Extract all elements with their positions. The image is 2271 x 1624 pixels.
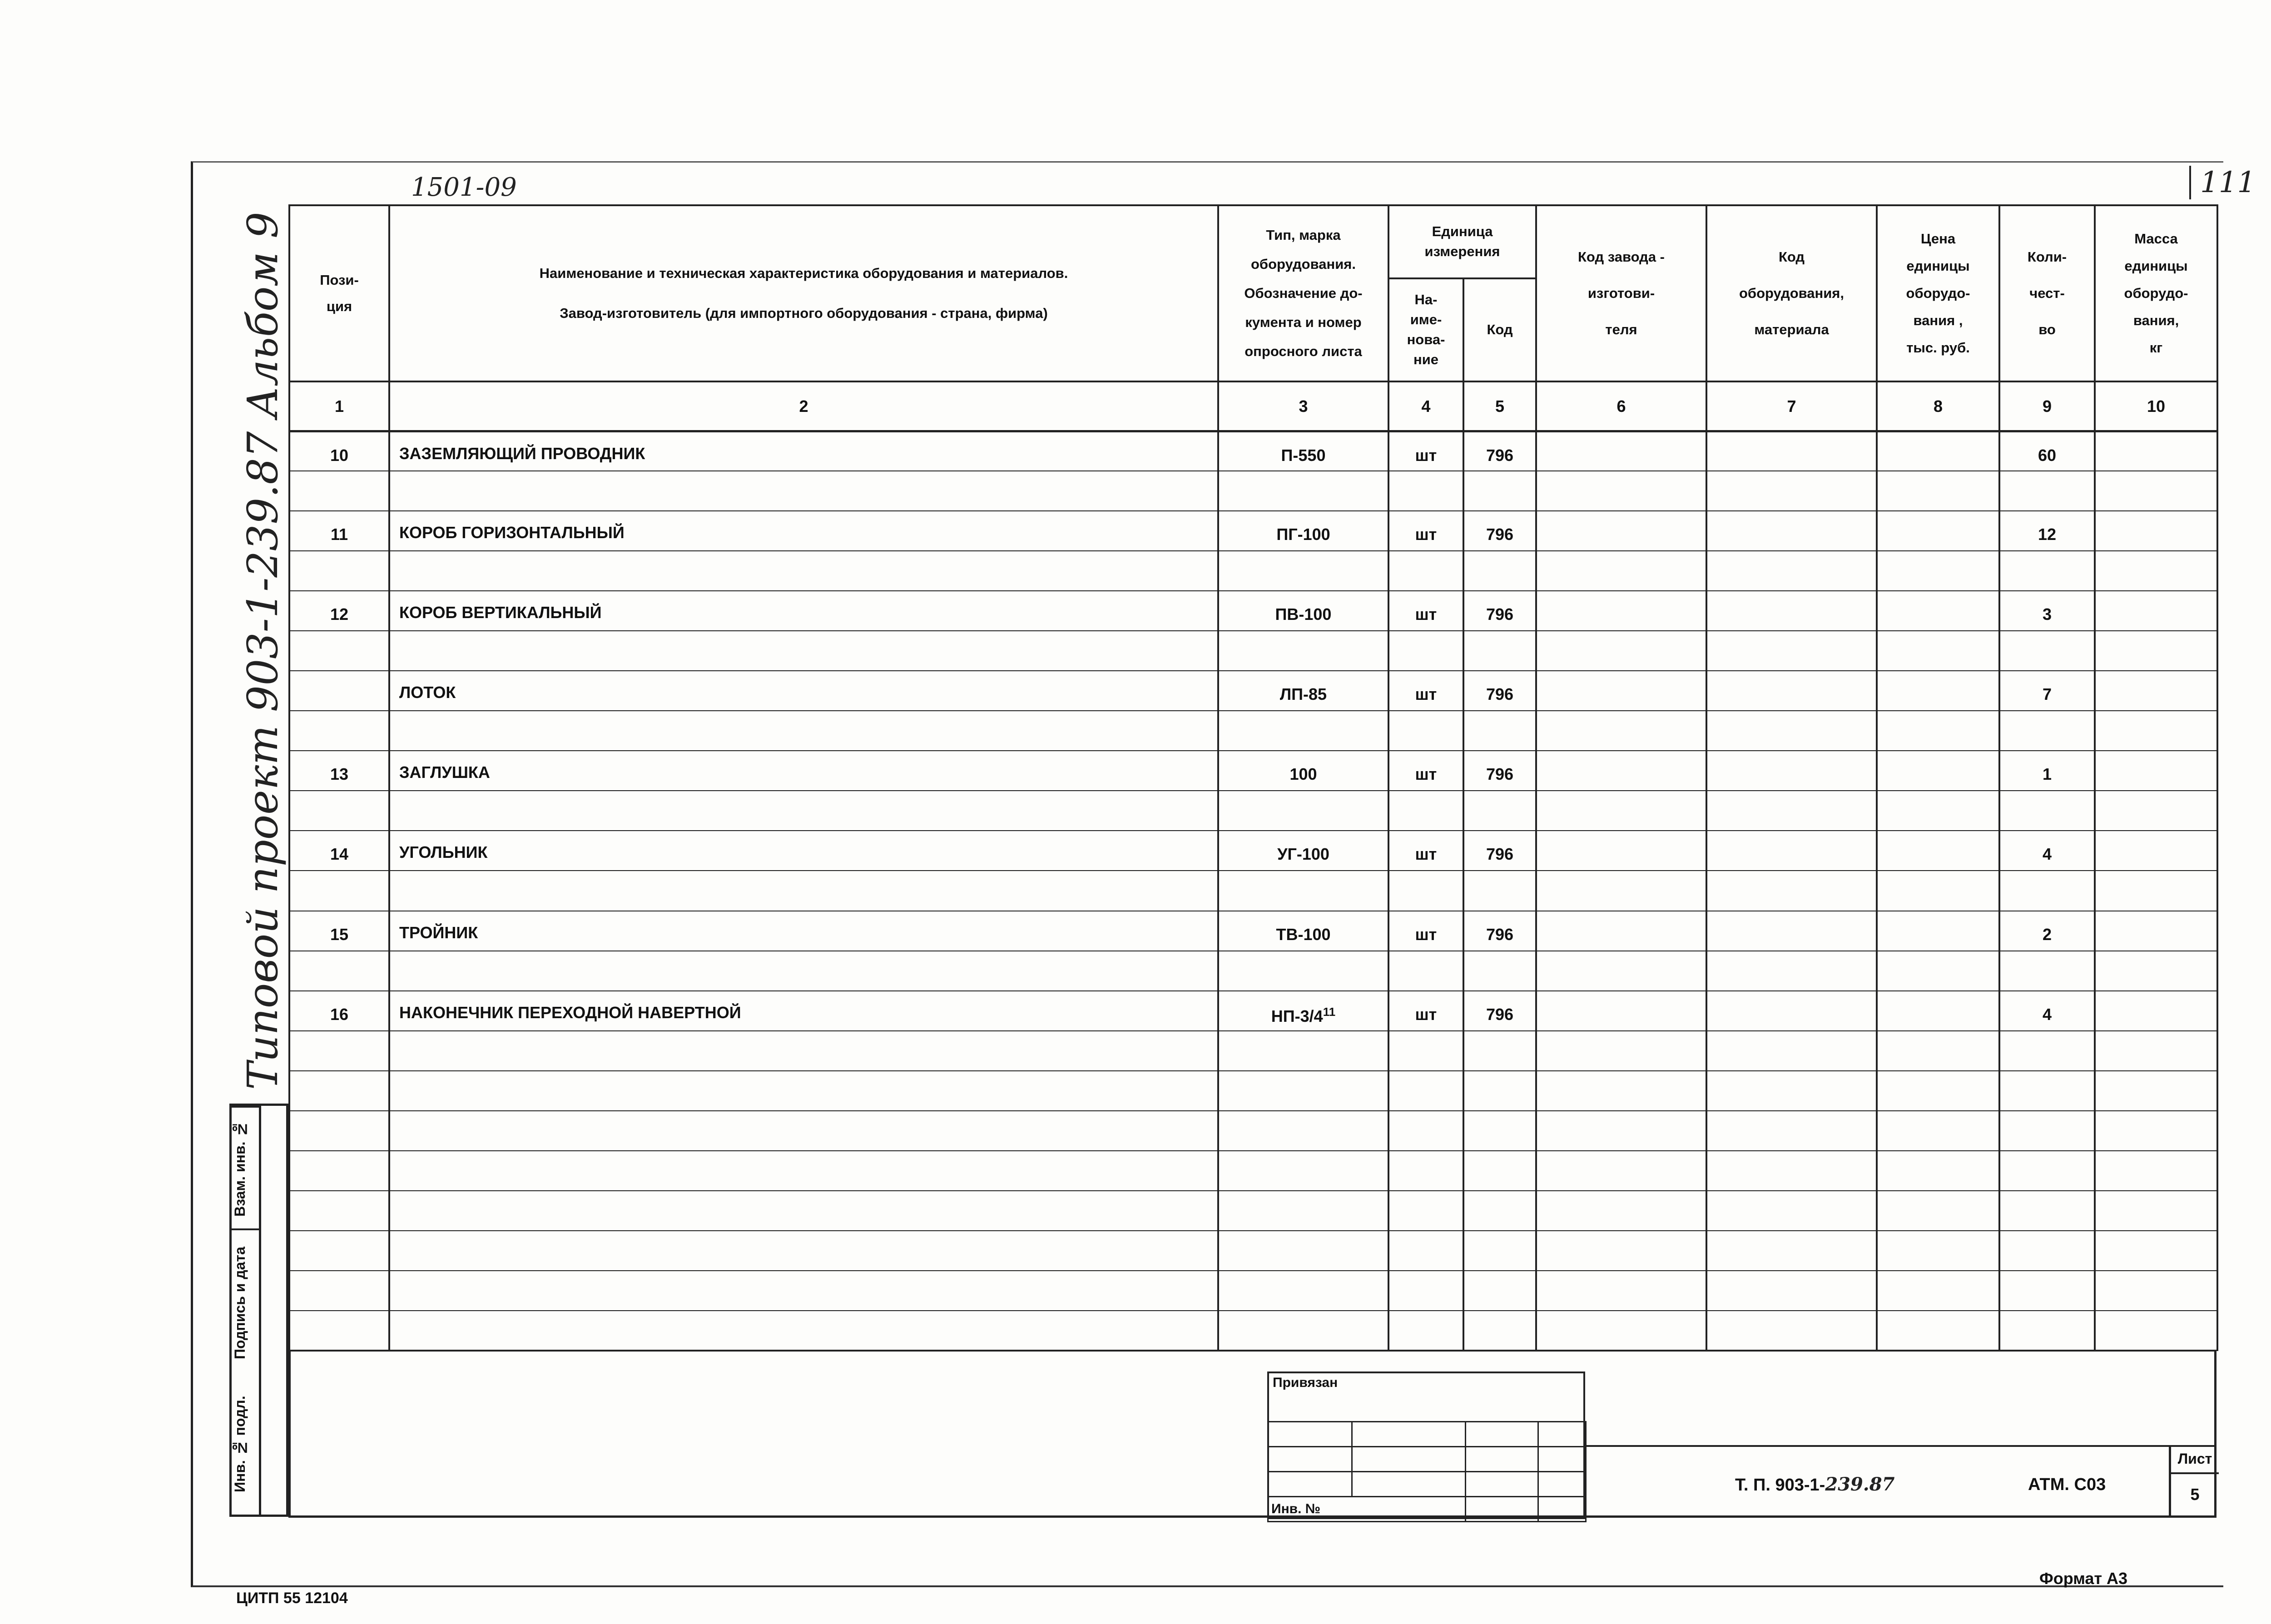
row-position bbox=[289, 671, 389, 711]
row-type: ПВ-100 bbox=[1218, 591, 1388, 631]
column-number: 2 bbox=[389, 381, 1218, 431]
row-position: 16 bbox=[289, 991, 389, 1031]
table-row bbox=[289, 831, 2217, 871]
row-empty bbox=[2095, 831, 2217, 871]
header-equipment-code: Код оборудования, материала bbox=[1706, 205, 1877, 381]
binding-stamp-label: Привязан bbox=[1273, 1375, 1338, 1390]
row-empty bbox=[1536, 911, 1706, 951]
row-type: ЛП-85 bbox=[1218, 671, 1388, 711]
row-empty bbox=[1536, 431, 1706, 471]
row-empty bbox=[1536, 831, 1706, 871]
row-empty bbox=[1536, 591, 1706, 631]
table-row bbox=[289, 991, 2217, 1031]
header-name-line1: Наименование и техническая характеристика оборудования и материалов. bbox=[539, 265, 1068, 282]
row-empty bbox=[1877, 751, 1999, 791]
table-row bbox=[289, 751, 2217, 791]
handwritten-page-number: 111 bbox=[2189, 166, 2256, 199]
table-row-gap bbox=[289, 1111, 2217, 1151]
column-number: 3 bbox=[1218, 381, 1388, 431]
table-row-gap bbox=[289, 1151, 2217, 1191]
row-name: ТРОЙНИК bbox=[389, 911, 1218, 951]
table-row bbox=[289, 911, 2217, 951]
row-quantity: 4 bbox=[1999, 991, 2095, 1031]
column-number: 8 bbox=[1877, 381, 1999, 431]
row-unit: шт bbox=[1388, 831, 1463, 871]
side-label-vzam: Взам. инв. № bbox=[232, 1106, 259, 1230]
header-mass: Масса единицы оборудо- вания, кг bbox=[2095, 205, 2217, 381]
header-quantity: Коли- чест- во bbox=[1999, 205, 2095, 381]
row-empty bbox=[1536, 751, 1706, 791]
specification-table bbox=[288, 204, 2218, 1351]
sheet-number: 5 bbox=[2190, 1485, 2200, 1504]
column-number: 7 bbox=[1706, 381, 1877, 431]
row-empty bbox=[1536, 991, 1706, 1031]
row-position: 13 bbox=[289, 751, 389, 791]
title-block-line bbox=[1585, 1445, 2216, 1447]
row-position: 12 bbox=[289, 591, 389, 631]
row-code: 796 bbox=[1463, 671, 1536, 711]
document-mark: АТМ. С03 bbox=[2028, 1475, 2106, 1494]
table-row-gap bbox=[289, 791, 2217, 831]
side-strip-divider bbox=[259, 1106, 261, 1515]
row-empty bbox=[1536, 671, 1706, 711]
row-name: ЗАЗЕМЛЯЮЩИЙ ПРОВОДНИК bbox=[389, 431, 1218, 471]
row-empty bbox=[1706, 591, 1877, 631]
row-unit: шт bbox=[1388, 511, 1463, 551]
side-label-podpis: Подпись и дата bbox=[232, 1228, 259, 1376]
row-quantity: 2 bbox=[1999, 911, 2095, 951]
row-empty bbox=[1877, 671, 1999, 711]
binding-stamp bbox=[1267, 1371, 1585, 1519]
row-quantity: 60 bbox=[1999, 431, 2095, 471]
row-name: КОРОБ ГОРИЗОНТАЛЬНЫЙ bbox=[389, 511, 1218, 551]
table-row-gap bbox=[289, 1231, 2217, 1271]
document-code-prefix: Т. П. 903-1- bbox=[1735, 1475, 1825, 1495]
binding-stamp-grid bbox=[1267, 1421, 1587, 1522]
header-type: Тип, марка оборудования. Обозначение до- кумента и номер опросного листа bbox=[1218, 205, 1388, 381]
column-number: 9 bbox=[1999, 381, 2095, 431]
row-name: ЗАГЛУШКА bbox=[389, 751, 1218, 791]
row-type: П-550 bbox=[1218, 431, 1388, 471]
row-quantity: 12 bbox=[1999, 511, 2095, 551]
column-number: 4 bbox=[1388, 381, 1463, 431]
header-row bbox=[289, 205, 2217, 278]
row-code: 796 bbox=[1463, 431, 1536, 471]
row-code: 796 bbox=[1463, 591, 1536, 631]
row-name: ЛОТОК bbox=[389, 671, 1218, 711]
table-row-gap bbox=[289, 471, 2217, 511]
table-row-gap bbox=[289, 871, 2217, 911]
row-unit: шт bbox=[1388, 991, 1463, 1031]
row-name: НАКОНЕЧНИК ПЕРЕХОДНОЙ НАВЕРТНОЙ bbox=[389, 991, 1218, 1031]
row-position: 14 bbox=[289, 831, 389, 871]
document-code bbox=[1735, 1474, 1894, 1495]
row-quantity: 3 bbox=[1999, 591, 2095, 631]
row-unit: шт bbox=[1388, 751, 1463, 791]
row-type-superscript: 11 bbox=[1323, 1005, 1336, 1019]
column-number: 5 bbox=[1463, 381, 1536, 431]
table-row bbox=[289, 591, 2217, 631]
table-row-gap bbox=[289, 1271, 2217, 1311]
header-name bbox=[389, 205, 1218, 381]
row-empty bbox=[2095, 511, 2217, 551]
header-position: Пози- ция bbox=[289, 205, 389, 381]
row-name: УГОЛЬНИК bbox=[389, 831, 1218, 871]
table-row-gap bbox=[289, 1071, 2217, 1111]
table-row-gap bbox=[289, 1191, 2217, 1231]
sheet-box bbox=[2169, 1445, 2219, 1518]
table-row-gap bbox=[289, 551, 2217, 591]
row-quantity: 1 bbox=[1999, 751, 2095, 791]
row-empty bbox=[1877, 511, 1999, 551]
document-code-handwritten: 239.87 bbox=[1825, 1474, 1895, 1495]
row-code: 796 bbox=[1463, 751, 1536, 791]
row-empty bbox=[2095, 431, 2217, 471]
row-empty bbox=[1706, 831, 1877, 871]
row-position: 10 bbox=[289, 431, 389, 471]
row-quantity: 7 bbox=[1999, 671, 2095, 711]
table-row-gap bbox=[289, 951, 2217, 991]
row-unit: шт bbox=[1388, 431, 1463, 471]
row-type: УГ-100 bbox=[1218, 831, 1388, 871]
table-row-gap bbox=[289, 1311, 2217, 1351]
row-empty bbox=[1706, 911, 1877, 951]
row-position: 11 bbox=[289, 511, 389, 551]
row-quantity: 4 bbox=[1999, 831, 2095, 871]
row-empty bbox=[1877, 991, 1999, 1031]
row-position: 15 bbox=[289, 911, 389, 951]
column-number-row bbox=[289, 381, 2217, 431]
row-unit: шт bbox=[1388, 911, 1463, 951]
row-type bbox=[1218, 991, 1388, 1031]
row-empty bbox=[1536, 511, 1706, 551]
column-number: 10 bbox=[2095, 381, 2217, 431]
row-unit: шт bbox=[1388, 671, 1463, 711]
row-empty bbox=[1706, 751, 1877, 791]
row-empty bbox=[1706, 991, 1877, 1031]
table-row-gap bbox=[289, 1031, 2217, 1071]
side-label-strip bbox=[229, 1104, 288, 1517]
row-empty bbox=[1877, 911, 1999, 951]
table-row-gap bbox=[289, 711, 2217, 751]
row-empty bbox=[1877, 591, 1999, 631]
row-empty bbox=[1877, 831, 1999, 871]
row-type: ТВ-100 bbox=[1218, 911, 1388, 951]
column-number: 6 bbox=[1536, 381, 1706, 431]
row-type-value: НП-3/4 bbox=[1271, 1006, 1323, 1025]
row-unit: шт bbox=[1388, 591, 1463, 631]
row-code: 796 bbox=[1463, 831, 1536, 871]
header-name-line2: Завод-изготовитель (для импортного оборудования - страна, фирма) bbox=[560, 305, 1048, 322]
binding-stamp-inv-label: Инв. № bbox=[1268, 1497, 1466, 1522]
row-code: 796 bbox=[1463, 911, 1536, 951]
header-unit-code: Код bbox=[1463, 278, 1536, 382]
row-empty bbox=[2095, 591, 2217, 631]
handwritten-side-title: Типовой проект 903-1-239.87 Альбом 9 bbox=[238, 212, 287, 1090]
header-unit-group: Единица измерения bbox=[1388, 205, 1536, 278]
side-label-inv-podl: Инв. № подл. bbox=[232, 1396, 248, 1493]
row-empty bbox=[1877, 431, 1999, 471]
footer-format: Формат А3 bbox=[2039, 1569, 2128, 1588]
row-type: 100 bbox=[1218, 751, 1388, 791]
title-block bbox=[288, 1350, 2216, 1518]
table-row bbox=[289, 431, 2217, 471]
table-row bbox=[289, 511, 2217, 551]
footer-left-code: ЦИТП 55 12104 bbox=[236, 1589, 348, 1607]
row-code: 796 bbox=[1463, 511, 1536, 551]
header-price: Цена единицы оборудо- вания , тыс. руб. bbox=[1877, 205, 1999, 381]
column-number: 1 bbox=[289, 381, 389, 431]
row-empty bbox=[1706, 511, 1877, 551]
header-factory-code: Код завода - изготови- теля bbox=[1536, 205, 1706, 381]
header-unit-name: На- име- нова- ние bbox=[1388, 278, 1463, 382]
row-empty bbox=[2095, 671, 2217, 711]
row-name: КОРОБ ВЕРТИКАЛЬНЫЙ bbox=[389, 591, 1218, 631]
row-empty bbox=[2095, 991, 2217, 1031]
row-type: ПГ-100 bbox=[1218, 511, 1388, 551]
table-row bbox=[289, 671, 2217, 711]
row-empty bbox=[1706, 431, 1877, 471]
table-row-gap bbox=[289, 631, 2217, 671]
row-code: 796 bbox=[1463, 991, 1536, 1031]
row-empty bbox=[1706, 671, 1877, 711]
handwritten-top-number: 1501-09 bbox=[411, 173, 517, 202]
sheet-label: Лист bbox=[2171, 1445, 2219, 1474]
row-empty bbox=[2095, 911, 2217, 951]
row-empty bbox=[2095, 751, 2217, 791]
